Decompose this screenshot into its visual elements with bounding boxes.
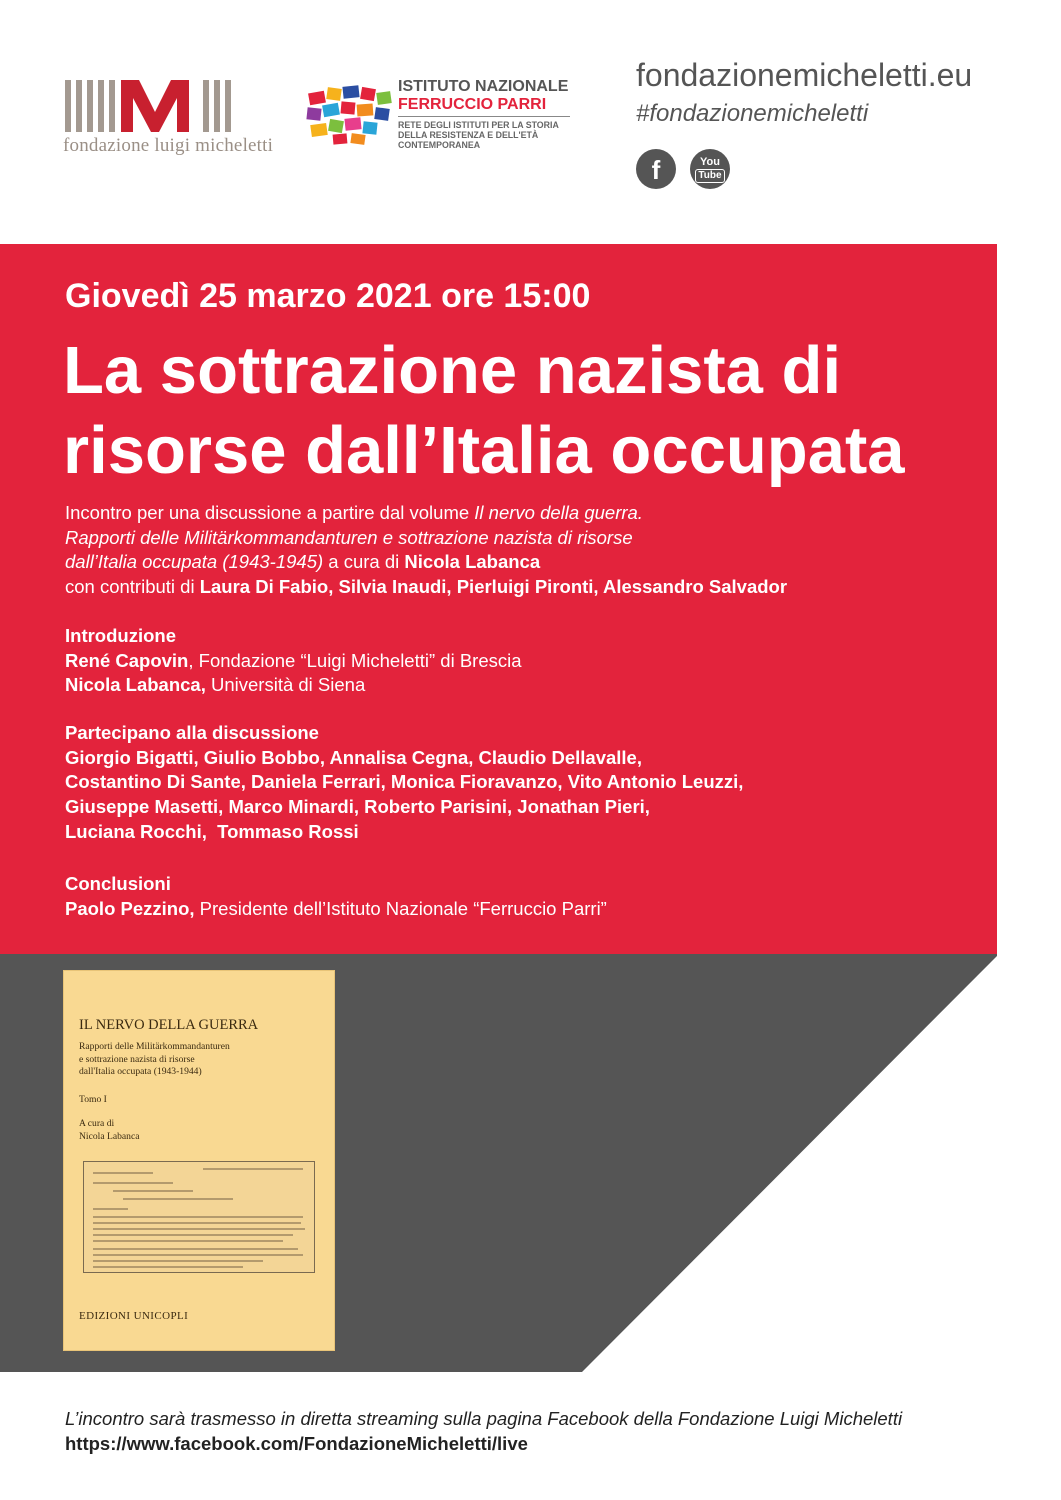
conclusions-heading: Conclusioni xyxy=(65,873,171,894)
panelists-line: Luciana Rocchi, Tommaso Rossi xyxy=(65,820,359,842)
book-cover xyxy=(64,971,334,1350)
facebook-live-link[interactable]: https://www.facebook.com/FondazioneMicheletti/live xyxy=(65,1433,528,1454)
speaker-name: René Capovin xyxy=(65,649,189,671)
book-cover-volume: Tomo I xyxy=(79,1094,107,1105)
editor-name: Nicola Labanca xyxy=(404,551,541,573)
youtube-icon[interactable] xyxy=(690,149,730,189)
speaker-affiliation: , Fondazione “Luigi Micheletti” di Brescia xyxy=(188,649,522,671)
website-link[interactable]: fondazionemicheletti.eu xyxy=(636,57,973,93)
parri-logo-icon xyxy=(303,82,395,148)
panel-section xyxy=(65,721,965,845)
book-title-part1: Il nervo della guerra. xyxy=(474,502,643,523)
conclusions-section xyxy=(65,872,965,921)
archival-document-image xyxy=(83,1161,315,1273)
panelists-line: Giuseppe Masetti, Marco Minardi, Roberto Parisini, Jonathan Pieri, xyxy=(65,796,650,818)
book-cover-title: IL NERVO DELLA GUERRA xyxy=(79,1017,259,1033)
parri-logo-line1: ISTITUTO NAZIONALE xyxy=(398,78,569,95)
book-cover-subtitle-line: Rapporti delle Militärkommandanturen xyxy=(79,1041,230,1052)
parri-logo-line4: DELLA RESISTENZA E DELL'ETÀ xyxy=(398,130,539,140)
hashtag: #fondazionemicheletti xyxy=(636,100,869,127)
book-cover-subtitle-line: e sottrazione nazista di risorse xyxy=(79,1053,195,1065)
book-cover-publisher: EDIZIONI UNICOPLI xyxy=(79,1310,189,1322)
youtube-icon-tube: Tube xyxy=(695,169,724,183)
event-title: La sottrazione nazista di risorse dall’Italia occupata xyxy=(63,333,905,488)
book-cover-subtitle xyxy=(79,1041,319,1079)
parri-logo-line3: RETE DEGLI ISTITUTI PER LA STORIA xyxy=(398,120,559,130)
speaker-affiliation: Presidente dell’Istituto Nazionale “Ferruccio Parri” xyxy=(194,897,607,919)
panel-heading: Partecipano alla discussione xyxy=(65,722,319,743)
panelists-line: Costantino Di Sante, Daniela Ferrari, Monica Fioravanzo, Vito Antonio Leuzzi, xyxy=(65,771,744,793)
streaming-note: L’incontro sarà trasmesso in diretta streaming sulla pagina Facebook della Fondazione Luigi Micheletti xyxy=(65,1408,903,1429)
parri-logo-subtitle xyxy=(398,120,578,150)
parri-logo-line5: CONTEMPORANEA xyxy=(398,140,481,150)
book-title-part2: Rapporti delle Militärkommandanturen e sottrazione nazista di risorse xyxy=(65,526,633,548)
parri-logo-divider xyxy=(398,116,570,117)
book-cover-subtitle-line: dall'Italia occupata (1943-1944) xyxy=(79,1066,202,1077)
youtube-icon-you: You xyxy=(700,156,720,168)
introduction-heading: Introduzione xyxy=(65,625,176,646)
speaker-name: Nicola Labanca, xyxy=(65,674,206,696)
book-cover-editor-label: A cura di xyxy=(79,1118,115,1129)
micheletti-logo-text: fondazione luigi micheletti xyxy=(63,135,274,156)
speaker-affiliation: Università di Siena xyxy=(205,674,366,696)
facebook-icon[interactable]: f xyxy=(636,149,676,189)
introduction-section xyxy=(65,624,965,698)
speaker-name: Paolo Pezzino, xyxy=(65,897,195,919)
curated-by-label: a cura di xyxy=(323,551,405,573)
contributors-names: Laura Di Fabio, Silvia Inaudi, Pierluigi Pironti, Alessandro Salvador xyxy=(199,576,788,598)
book-cover-editor-name: Nicola Labanca xyxy=(79,1130,140,1142)
book-title-part3: dall’Italia occupata (1943-1945) xyxy=(65,551,324,573)
parri-logo-line2: FERRUCCIO PARRI xyxy=(398,96,547,113)
event-date: Giovedì 25 marzo 2021 ore 15:00 xyxy=(65,277,591,315)
contributors-lead: con contributi di xyxy=(65,576,200,598)
event-intro xyxy=(65,501,985,600)
book-cover-editor xyxy=(79,1118,199,1143)
intro-lead: Incontro per una discussione a partire dal volume xyxy=(65,502,475,523)
panelists-line: Giorgio Bigatti, Giulio Bobbo, Annalisa Cegna, Claudio Dellavalle, xyxy=(65,746,642,768)
